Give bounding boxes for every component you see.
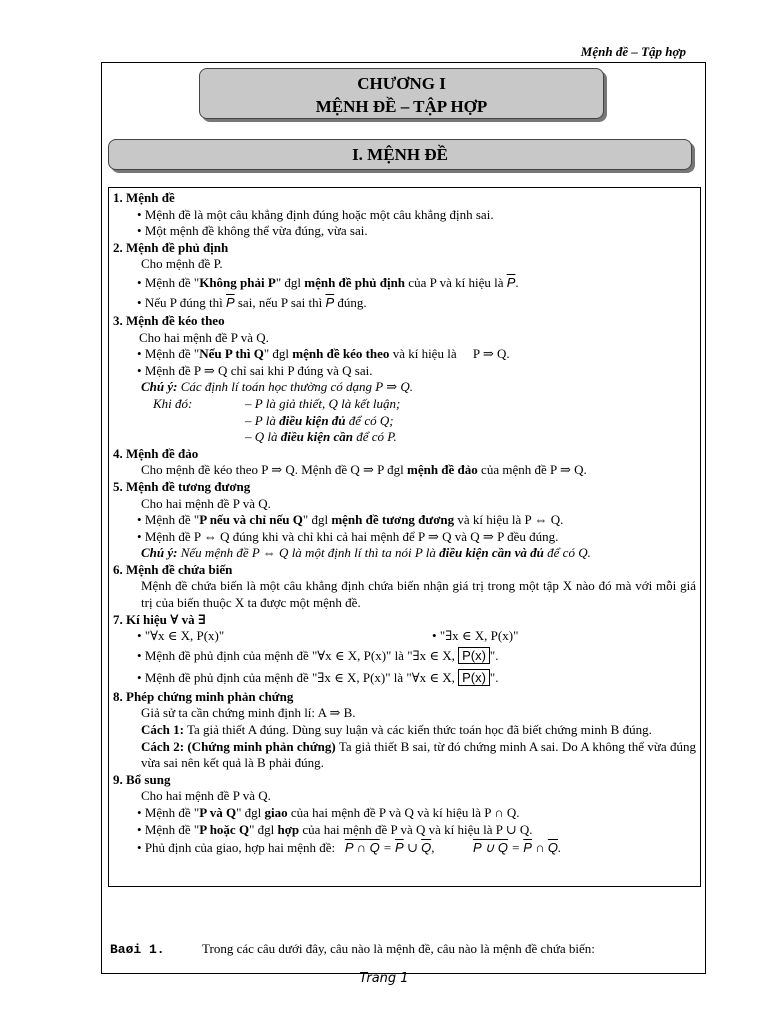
exercise-1 [110, 941, 700, 957]
s4-title: 4. Mệnh đề đảo [113, 445, 199, 461]
s3-bullet-1: • Mệnh đề "Nếu P thì Q" đgl mệnh đề kéo theo và kí hiệu là P ⇒ Q. [137, 346, 510, 362]
s2-title: 2. Mệnh đề phủ định [113, 239, 229, 255]
s3-title: 3. Mệnh đề kéo theo [113, 312, 225, 328]
s7-bullets-row: • "∀x ∈ X, P(x)" • "∃x ∈ X, P(x)" [137, 628, 519, 644]
s4-line-1: Cho mệnh đề kéo theo P ⇒ Q. Mệnh đề Q ⇒ P đgl mệnh đề đảo của mệnh đề P ⇒ Q. [141, 462, 587, 478]
s2-line-1: Cho mệnh đề P. [141, 256, 223, 272]
theory-box [108, 187, 701, 887]
s5-note: Chú ý: Nếu mệnh đề P ⇔ Q là một định lí thì ta nói P là điều kiện cần và đủ để có Q. [141, 545, 591, 561]
chapter-banner [199, 68, 604, 119]
s3-khido-2: – P là điều kiện đủ để có Q; [245, 412, 394, 428]
s8-method-2: Cách 2: (Chứng minh phản chứng) Ta giả thiết B sai, từ đó chứng minh A sai. Do A không thể vừa đúng vừa sai nên kết quả là B phải đúng. [141, 738, 696, 771]
s3-bullet-2: • Mệnh đề P ⇒ Q chỉ sai khi P đúng và Q sai. [137, 362, 373, 378]
s9-bullet-2: • Mệnh đề "P hoặc Q" đgl hợp của hai mệnh đề P và Q và kí hiệu là P ∪ Q. [137, 821, 533, 837]
s8-method-1: Cách 1: Ta giả thiết A đúng. Dùng suy luận và các kiến thức toán học đã biết chứng minh B đúng. [141, 722, 652, 738]
s9-bullet-1: • Mệnh đề "P và Q" đgl giao của hai mệnh đề P và Q và kí hiệu là P ∩ Q. [137, 805, 520, 820]
s2-bullet-2: • Nếu P đúng thì $\overline{P}$ sai, nếu P sai thì $\overline{P}$ đúng. [137, 294, 367, 310]
section-banner: I. MỆNH ĐỀ [108, 139, 692, 170]
s3-line-1: Cho hai mệnh đề P và Q. [139, 329, 269, 345]
formula-2: P ∪ $Q = \overline{P}$ ∩ $\overline{Q}$. [472, 840, 562, 856]
exercise-label: Baøi 1. [110, 942, 165, 957]
s6-paragraph: Mệnh đề chứa biến là một câu khẳng định chứa biến nhận giá trị trong một tập X nào đó mà với mỗi giá trị của biến thuộc X ta được một mệnh đề. [141, 578, 696, 611]
running-header: Mệnh đề – Tập hợp [580, 44, 686, 59]
s5-line-1: Cho hai mệnh đề P và Q. [141, 495, 271, 511]
s7-bullet-3: • Mệnh đề phủ định của mệnh đề "∀x ∈ X, P(x)" là "∃x ∈ X, P(x) ". [137, 647, 499, 663]
chapter-title: MỆNH ĐỀ – TẬP HỢP [315, 97, 488, 116]
s5-title: 5. Mệnh đề tương đương [113, 478, 251, 494]
page-number: Trang 1 [359, 971, 409, 986]
s7-title: 7. Kí hiệu ∀ và ∃ [113, 611, 206, 627]
s1-bullet-2: • Một mệnh đề không thể vừa đúng, vừa sai. [137, 223, 368, 239]
chapter-number: CHƯƠNG I [357, 74, 446, 93]
s3-khido-1: Khi đó: – P là giả thiết, Q là kết luận; [153, 395, 401, 411]
s6-title: 6. Mệnh đề chứa biến [113, 561, 233, 577]
s5-bullet-1: • Mệnh đề "P nếu và chỉ nếu Q" đgl mệnh đề tương đương và kí hiệu là P ⇔ Q. [137, 512, 564, 528]
s9-line-1: Cho hai mệnh đề P và Q. [141, 788, 271, 804]
s5-bullet-2: • Mệnh đề P ⇔ Q đúng khi và chỉ khi cả hai mệnh để P ⇒ Q và Q ⇒ P đều đúng. [137, 528, 559, 544]
s3-khido-3: – Q là điều kiện cần để có P. [245, 429, 397, 445]
s9-bullet-3: • Phủ định của giao, hợp hai mệnh đề: P ∩ $Q = \overline{P}$ ∪ $\overline{Q}$, P ∪ $Q = \overline{P}$ ∩ $\overline{Q}$. [137, 840, 562, 856]
s7-bullet-4: • Mệnh đề phủ định của mệnh đề "∃x ∈ X, P(x)" là "∀x ∈ X, P(x) ". [137, 669, 499, 685]
s2-bullet-1: • Mệnh đề "Không phải P" đgl mệnh đề phủ định của P và kí hiệu là $\overline{P}$. [137, 274, 519, 290]
s9-title: 9. Bổ sung [113, 771, 171, 787]
formula-1: P ∩ $Q = \overline{P}$ ∪ $\overline{Q}$, [344, 840, 435, 856]
s3-note: Chú ý: Các định lí toán học thường có dạng P ⇒ Q. [141, 379, 414, 395]
s8-title: 8. Phép chứng minh phản chứng [113, 688, 294, 704]
s8-line-1: Giả sử ta cần chứng minh định lí: A ⇒ B. [141, 705, 356, 721]
page-frame [101, 62, 706, 974]
s1-title: 1. Mệnh đề [113, 190, 175, 205]
s1-bullet-1: • Mệnh đề là một câu khẳng định đúng hoặc một câu khẳng định sai. [137, 206, 494, 222]
exercise-text: Trong các câu dưới đây, câu nào là mệnh đề, câu nào là mệnh đề chứa biến: [202, 941, 595, 956]
